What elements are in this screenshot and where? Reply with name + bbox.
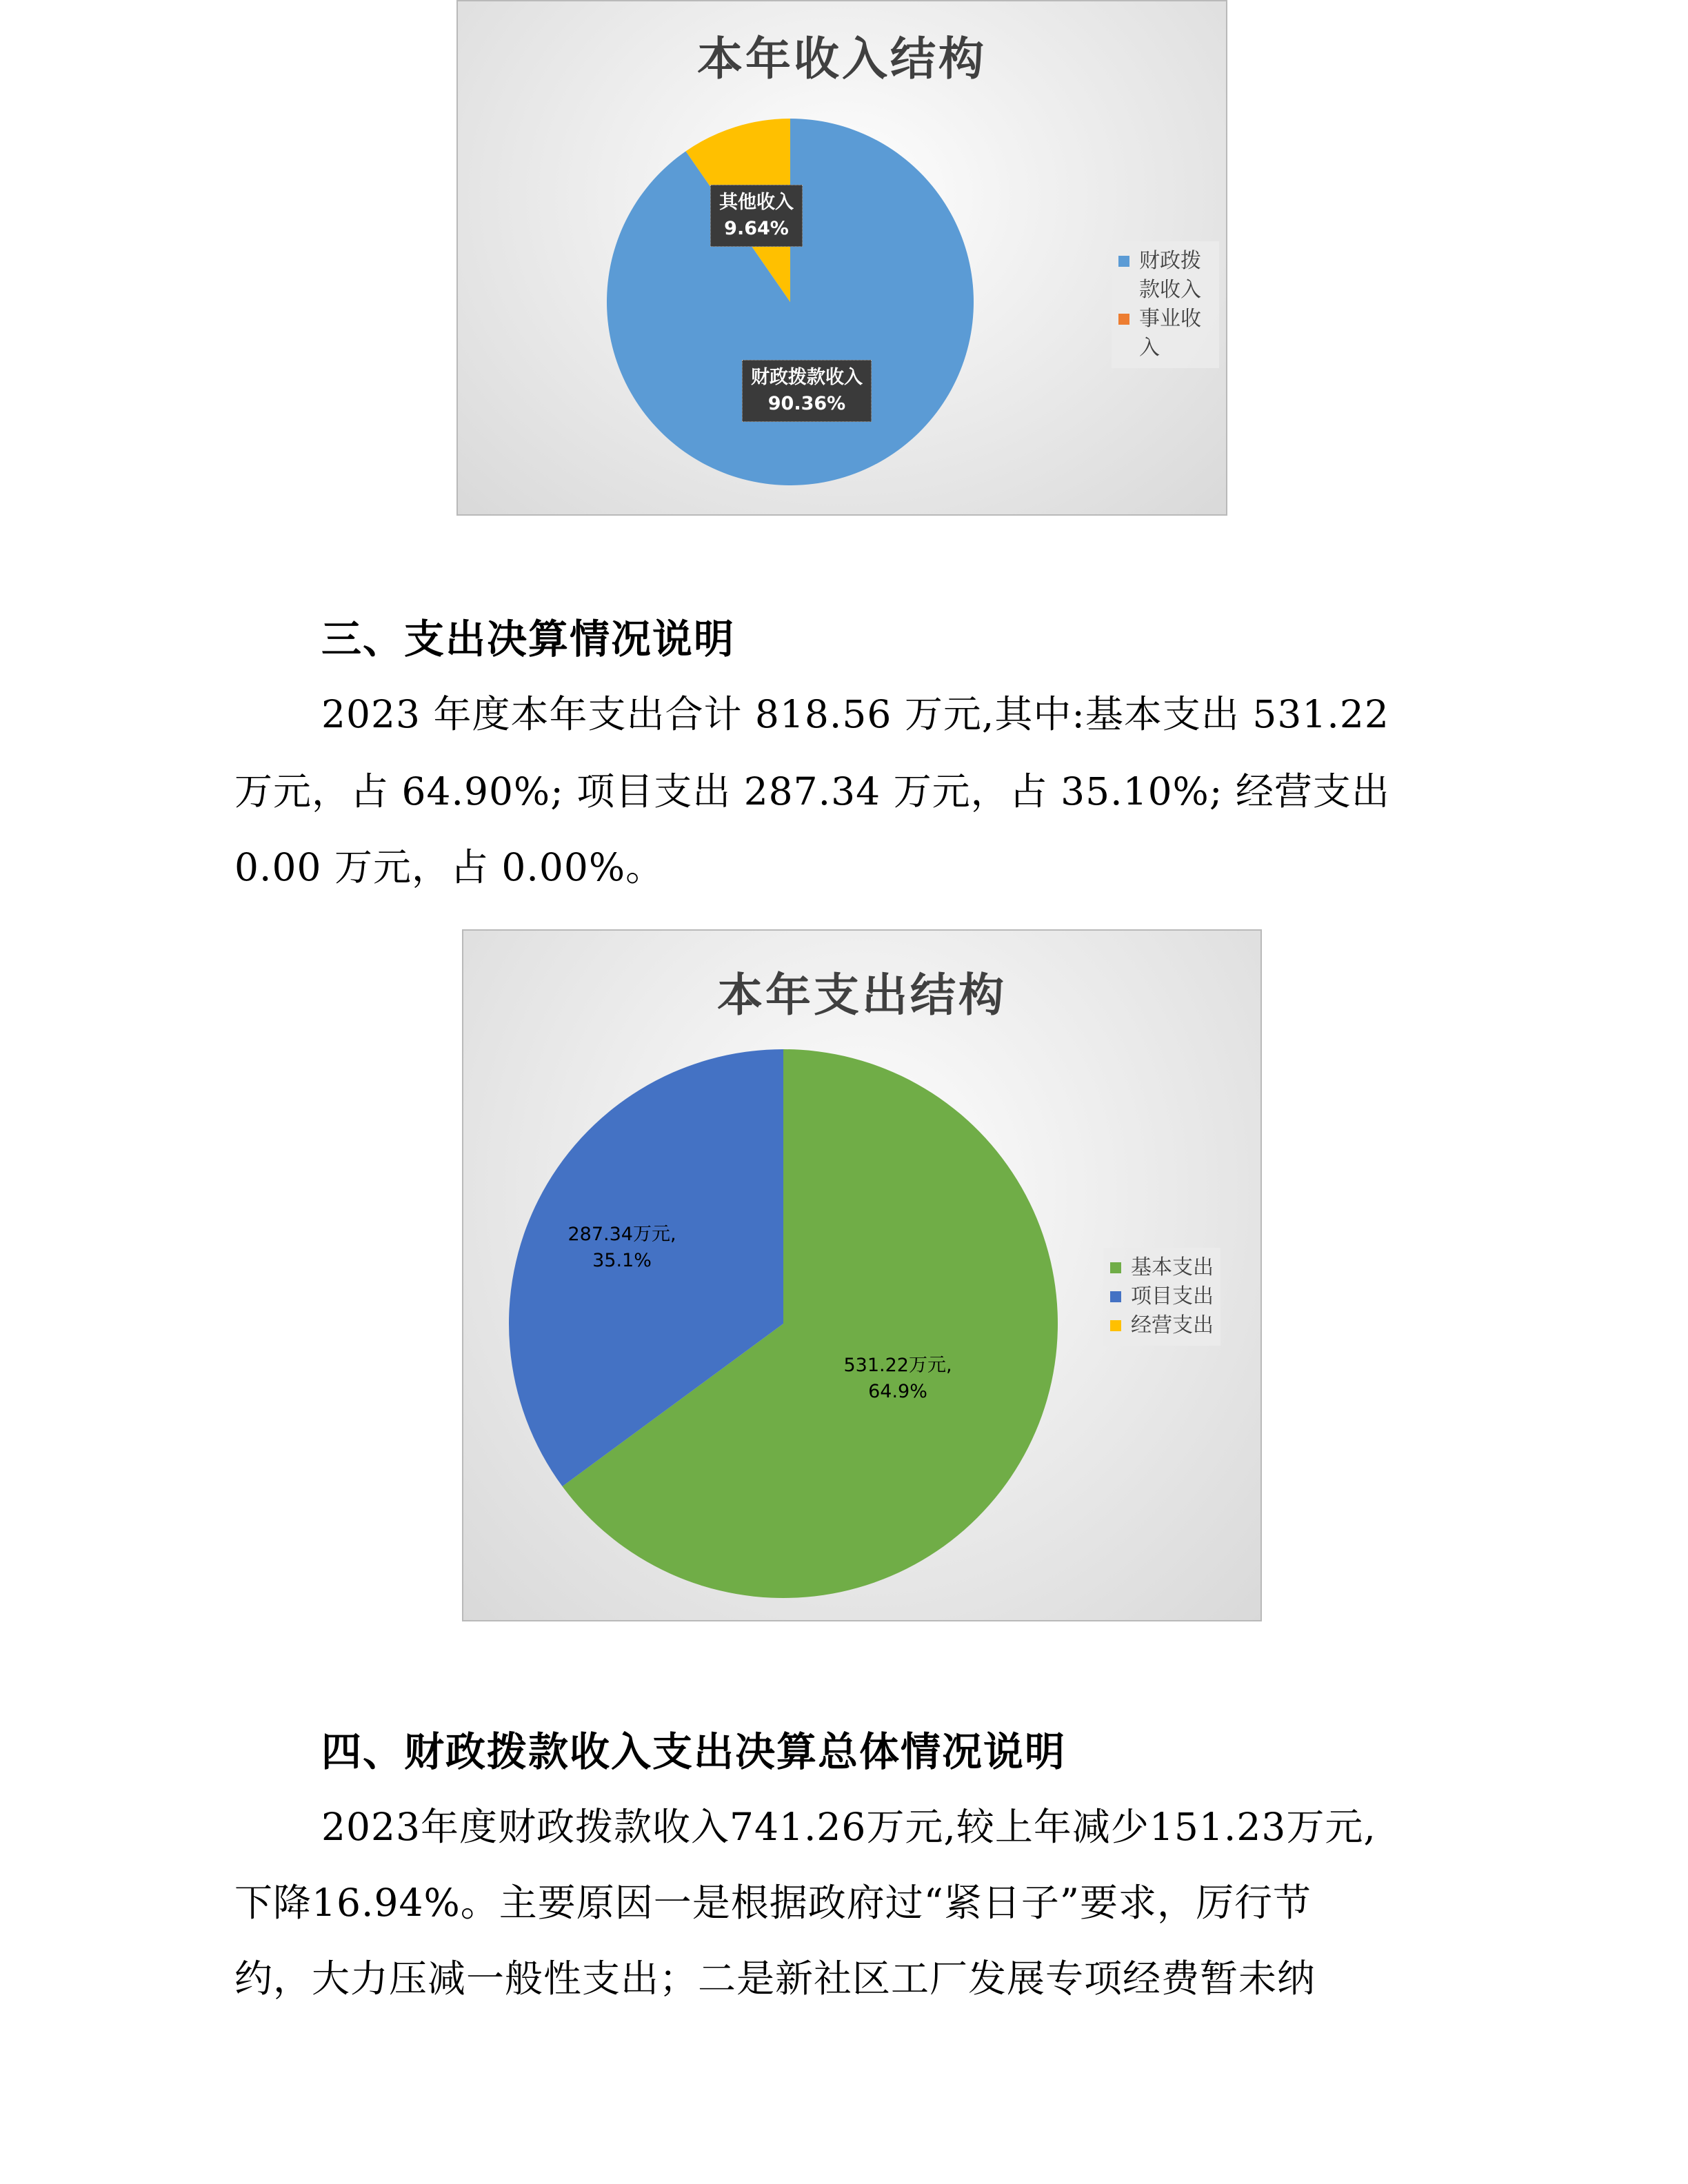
section3-line-3: 0.00 万元，占 0.00%。	[234, 845, 665, 889]
expense-label-basic: 531.22万元, 64.9%	[843, 1355, 952, 1402]
income-legend	[1112, 241, 1219, 368]
legend-swatch	[1118, 314, 1129, 325]
income-label-other: 其他收入 9.64%	[710, 185, 803, 247]
section3-line-1: 2023 年度本年支出合计 818.56 万元,其中:基本支出 531.22	[321, 692, 1389, 736]
expense-chart-title: 本年支出结构	[717, 969, 1007, 1022]
income-label-fiscal: 财政拨款收入 90.36%	[742, 360, 872, 422]
income-chart-title: 本年收入结构	[697, 32, 987, 85]
legend-swatch	[1110, 1262, 1121, 1273]
section4-line-3: 约，大力压减一般性支出；二是新社区工厂发展专项经费暂未纳	[234, 1957, 1316, 2001]
income-structure-chart	[456, 0, 1227, 516]
income-pie	[458, 1, 1226, 514]
legend-item-project: 项目支出	[1110, 1282, 1214, 1311]
legend-swatch	[1118, 256, 1129, 267]
legend-item-business: 事业收入	[1118, 305, 1212, 363]
section4-heading: 四、财政拨款收入支出决算总体情况说明	[321, 1728, 1067, 1775]
expense-structure-chart	[462, 929, 1262, 1621]
section3-heading: 三、支出决算情况说明	[321, 616, 736, 663]
legend-swatch	[1110, 1320, 1121, 1331]
section4-line-2: 下降16.94%。主要原因一是根据政府过“紧日子”要求，厉行节	[234, 1881, 1312, 1925]
legend-swatch	[1110, 1291, 1121, 1302]
legend-item-fiscal: 财政拨款收入	[1118, 247, 1212, 305]
legend-item-operating: 经营支出	[1110, 1311, 1214, 1340]
section4-line-1: 2023年度财政拨款收入741.26万元,较上年减少151.23万元,	[321, 1805, 1376, 1849]
legend-item-basic: 基本支出	[1110, 1253, 1214, 1282]
expense-label-project: 287.34万元, 35.1%	[567, 1224, 676, 1271]
expense-legend	[1103, 1248, 1220, 1346]
section3-line-2: 万元，占 64.90%; 项目支出 287.34 万元，占 35.10%; 经营支出	[234, 769, 1390, 813]
